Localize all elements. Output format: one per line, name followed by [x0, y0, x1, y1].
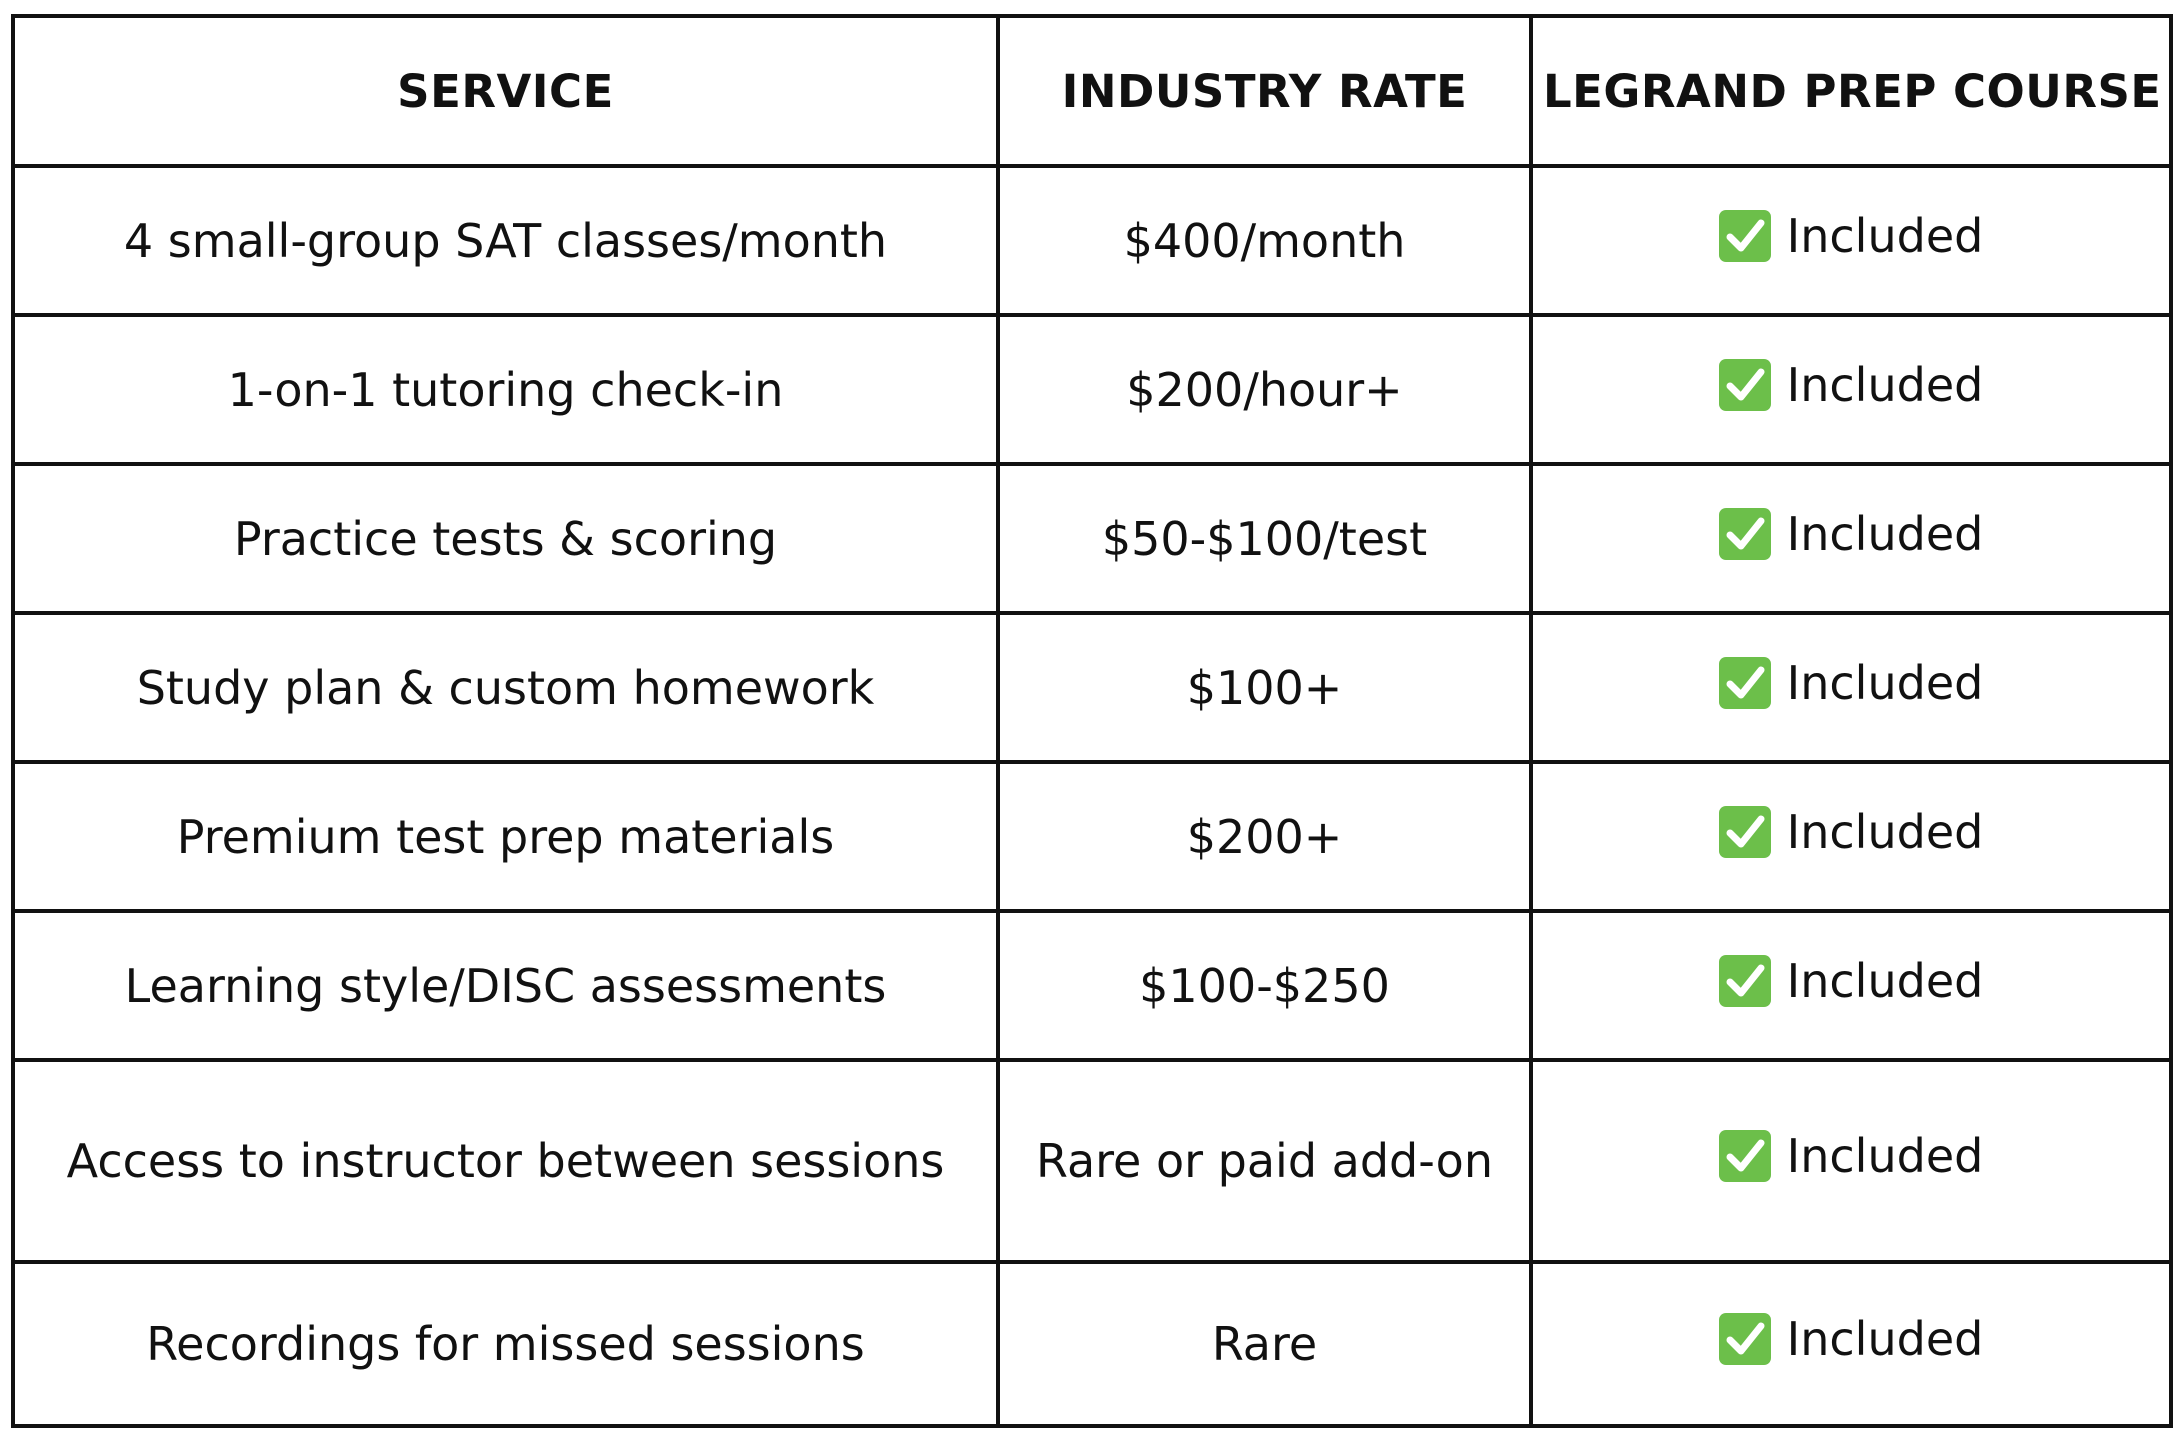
header-service: SERVICE	[13, 16, 998, 166]
rate-cell: $200+	[998, 762, 1531, 911]
included-cell	[1531, 166, 2171, 315]
included-status	[1719, 1312, 1984, 1366]
included-status	[1719, 507, 1984, 561]
included-cell	[1531, 464, 2171, 613]
included-label: Included	[1786, 953, 1984, 1008]
table-row	[13, 315, 2171, 464]
table-row	[13, 464, 2171, 613]
comparison-table-container	[11, 14, 2169, 1426]
included-status	[1719, 954, 1984, 1008]
included-label: Included	[1786, 1129, 1984, 1183]
table-row	[13, 166, 2171, 315]
service-cell: Recordings for missed sessions	[13, 1262, 998, 1426]
included-label: Included	[1786, 357, 1984, 412]
rate-cell: $100+	[998, 613, 1531, 762]
check-box-icon	[1719, 806, 1771, 858]
table-row	[13, 613, 2171, 762]
service-cell: Access to instructor between sessions	[13, 1060, 998, 1262]
rate-cell: $400/month	[998, 166, 1531, 315]
check-box-icon	[1719, 1130, 1771, 1182]
included-cell	[1531, 762, 2171, 911]
check-box-icon	[1719, 508, 1771, 560]
check-box-icon	[1719, 657, 1771, 709]
included-status	[1719, 358, 1984, 412]
included-status	[1719, 209, 1984, 263]
table-row	[13, 911, 2171, 1060]
service-cell: 1-on-1 tutoring check-in	[13, 315, 998, 464]
included-label: Included	[1786, 1312, 1984, 1366]
service-cell: Learning style/DISC assessments	[13, 911, 998, 1060]
rate-cell: Rare	[998, 1262, 1531, 1426]
included-label: Included	[1786, 804, 1984, 859]
included-status	[1719, 656, 1984, 710]
included-label: Included	[1786, 208, 1984, 263]
table-row	[13, 762, 2171, 911]
included-cell	[1531, 315, 2171, 464]
included-label: Included	[1786, 506, 1984, 561]
included-status	[1719, 1129, 1984, 1183]
header-industry-rate: INDUSTRY RATE	[998, 16, 1531, 166]
table-row	[13, 1060, 2171, 1262]
service-cell: Practice tests & scoring	[13, 464, 998, 613]
service-cell: 4 small-group SAT classes/month	[13, 166, 998, 315]
included-status	[1719, 805, 1984, 859]
check-box-icon	[1719, 210, 1771, 262]
service-cell: Study plan & custom homework	[13, 613, 998, 762]
rate-cell: $200/hour+	[998, 315, 1531, 464]
check-box-icon	[1719, 955, 1771, 1007]
rate-cell: $100-$250	[998, 911, 1531, 1060]
rate-cell: $50-$100/test	[998, 464, 1531, 613]
comparison-table	[11, 14, 2173, 1428]
included-cell	[1531, 1262, 2171, 1426]
check-box-icon	[1719, 359, 1771, 411]
table-header-row	[13, 16, 2171, 166]
rate-cell: Rare or paid add-on	[998, 1060, 1531, 1262]
check-box-icon	[1719, 1313, 1771, 1365]
table-row	[13, 1262, 2171, 1426]
service-cell: Premium test prep materials	[13, 762, 998, 911]
header-legrand-prep-course: LEGRAND PREP COURSE	[1531, 16, 2171, 166]
included-label: Included	[1786, 655, 1984, 710]
included-cell	[1531, 911, 2171, 1060]
included-cell	[1531, 1060, 2171, 1262]
included-cell	[1531, 613, 2171, 762]
